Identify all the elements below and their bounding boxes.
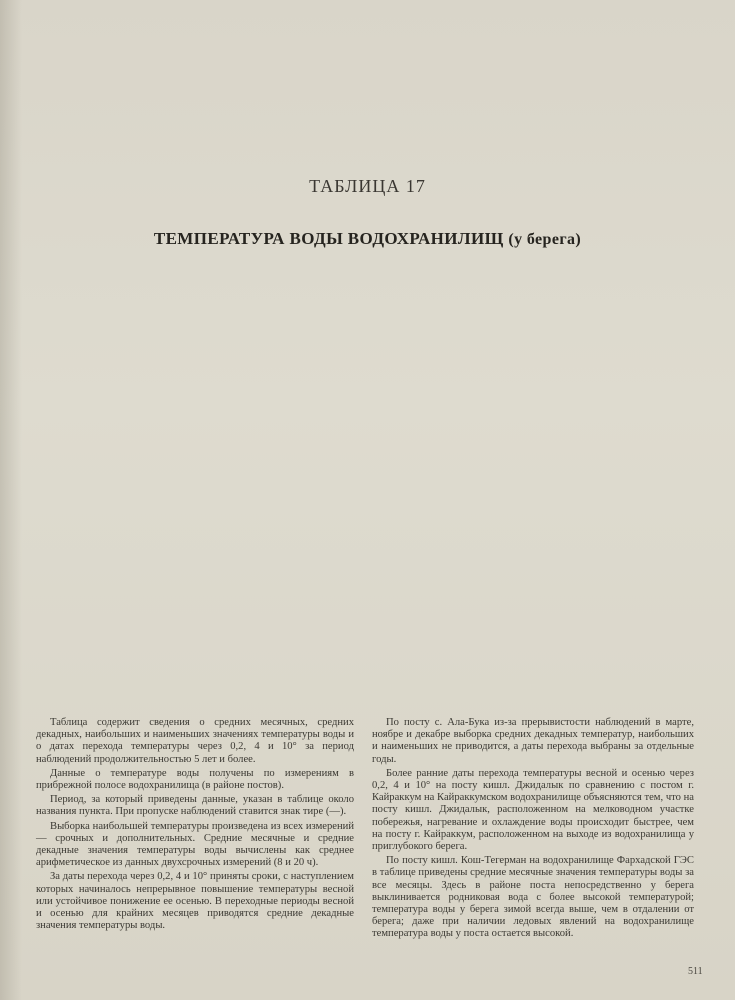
paragraph: За даты перехода через 0,2, 4 и 10° приняты сроки, с наступлением которых начиналось непрерывное повышение температуры весной или устойчивое понижение ее осенью. В переходные периоды весной и осенью для крайних месяцев приводятся средние декадные значения температуры воды. (36, 871, 354, 932)
paragraph: Период, за который приведены данные, указан в таблице около названия пункта. При пропуске наблюдений ставится знак тире (—). (36, 794, 354, 818)
table-number-heading: ТАБЛИЦА 17 (309, 176, 426, 196)
paragraph: По посту кишл. Кош-Тегерман на водохранилище Фархадской ГЭС в таблице приведены средние месячные значения температуры воды за все месяцы. Здесь в районе поста непосредственно у берега выклинивается родниковая вода с более высокой температурой; температура воды у берега зимой всегда выше, чем в отдалении от берега; даже при наличии ледовых явлений на водохранилище температура воды у поста остается высокой. (372, 855, 694, 940)
left-text-column (36, 717, 354, 934)
paragraph: Более ранние даты перехода температуры весной и осенью через 0,2, 4 и 10° на посту кишл. Джидалык по сравнению с постом г. Кайраккум на Кайраккумском водохранилище объясняются тем, что на посту кишл. Джидалык, расположенном на мелководном участке побережья, нагревание и охлаждение воды происходит быстрее, чем на посту г. Кайраккум, расположенном на выходе из водохранилища у приглубокого берега. (372, 767, 694, 853)
paragraph: Данные о температуре воды получены по измерениям в прибрежной полосе водохранилища (в районе постов). (36, 767, 354, 792)
paragraph: По посту с. Ала-Бука из-за прерывистости наблюдений в марте, ноябре и декабре выборка средних декадных температур, наибольших и наименьших не приводится, а даты перехода выбраны за отдельные годы. (372, 717, 694, 765)
table-title-sub: (у берега) (508, 231, 582, 248)
page-number: 511 (688, 966, 703, 977)
paragraph: Выборка наибольшей температуры произведена из всех измерений — срочных и дополнительных. Средние месячные и средние декадные значения температуры воды вычислены как среднее арифметическое из данных двухсрочных измерений (8 и 20 ч). (36, 820, 354, 869)
table-title (0, 229, 735, 249)
table-title-main: ТЕМПЕРАТУРА ВОДЫ ВОДОХРАНИЛИЩ (153, 229, 504, 248)
page-binding-shadow (0, 0, 22, 1000)
paragraph: Таблица содержит сведения о средних месячных, средних декадных, наибольших и наименьших значениях температуры воды и о датах перехода температуры через 0,2, 4 и 10° за период наблюдений продолжительностью 5 лет и более. (36, 717, 354, 765)
right-text-column (372, 717, 694, 943)
